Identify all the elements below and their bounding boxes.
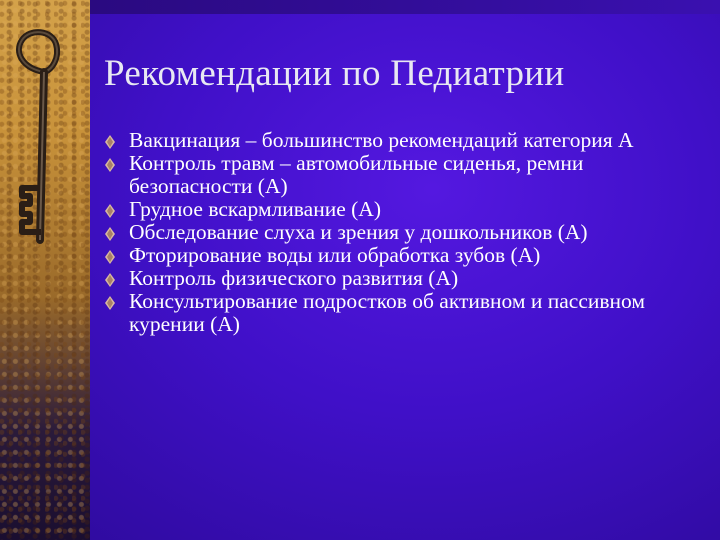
bullet-text: Фторирование воды или обработка зубов (А) (129, 243, 541, 267)
diamond-bullet-icon (104, 227, 116, 241)
bullet-text: Контроль травм – автомобильные сиденья, ремни безопасности (А) (129, 151, 584, 198)
diamond-bullet-icon (104, 135, 116, 149)
diamond-bullet-icon (104, 158, 116, 172)
list-item (104, 152, 704, 198)
slide-title: Рекомендации по Педиатрии (104, 53, 565, 94)
diamond-bullet-icon (104, 296, 116, 310)
top-band (90, 0, 720, 14)
list-item (104, 267, 704, 290)
list-item (104, 244, 704, 267)
diamond-bullet-icon (104, 273, 116, 287)
list-item (104, 290, 704, 336)
key-image-panel (0, 0, 90, 540)
bullet-text: Вакцинация – большинство рекомендаций категория А (129, 128, 634, 152)
diamond-bullet-icon (104, 250, 116, 264)
list-item (104, 221, 704, 244)
list-item (104, 198, 704, 221)
bullet-list (104, 129, 704, 336)
bullet-text: Консультирование подростков об активном и пассивном курении (А) (129, 289, 645, 336)
antique-key-icon (0, 0, 90, 540)
diamond-bullet-icon (104, 204, 116, 218)
bullet-text: Контроль физического развития (А) (129, 266, 459, 290)
bullet-text: Обследование слуха и зрения у дошкольников (А) (129, 220, 588, 244)
list-item (104, 129, 704, 152)
bullet-text: Грудное вскармливание (А) (129, 197, 381, 221)
